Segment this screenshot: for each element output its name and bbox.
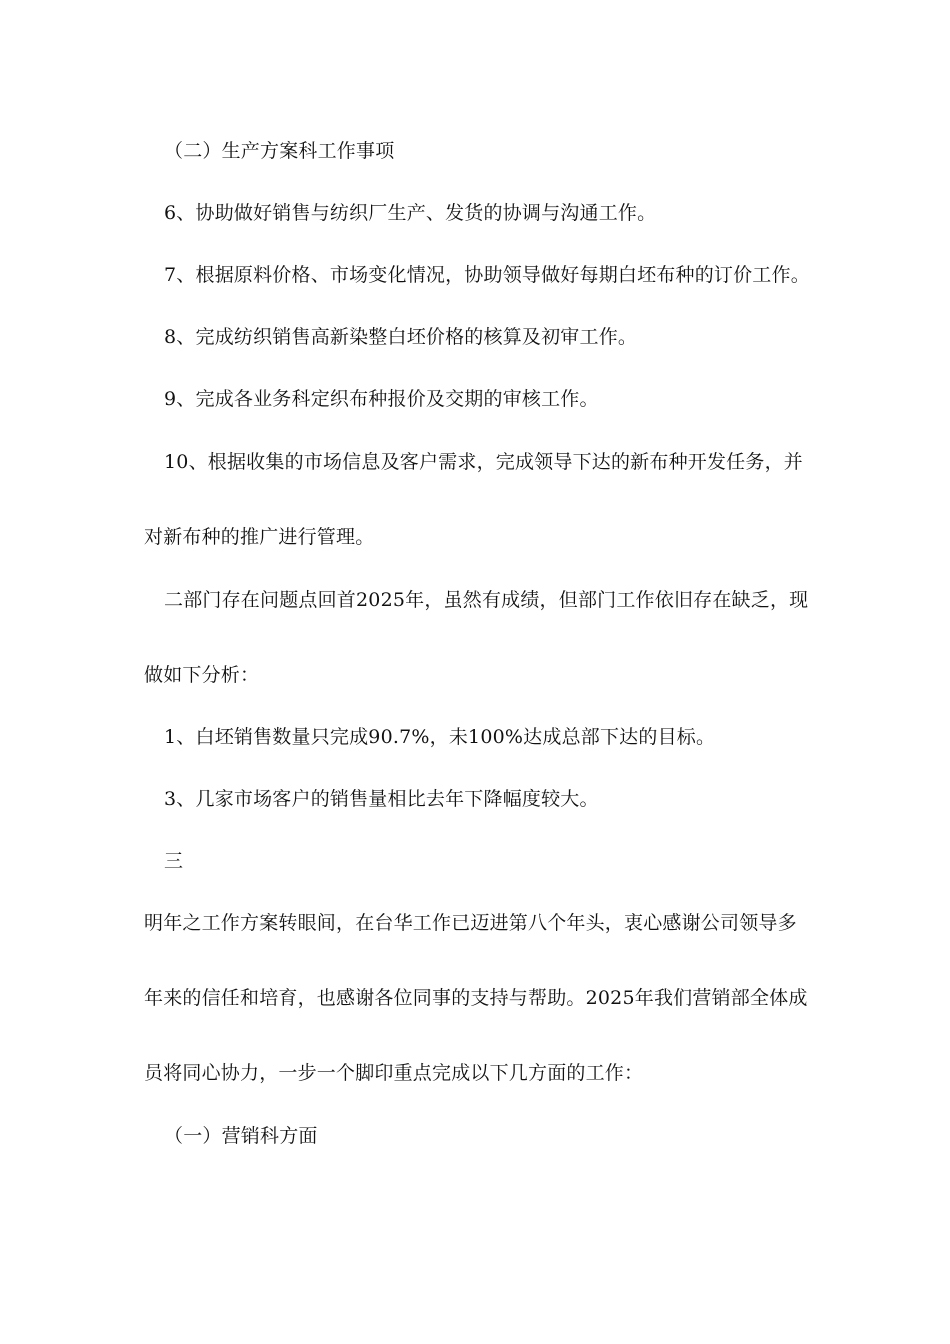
problem-item-3: 3、几家市场客户的销售量相比去年下降幅度较大。	[164, 788, 599, 810]
section-heading-production: （二）生产方案科工作事项	[164, 140, 395, 162]
list-item-7: 7、根据原料价格、市场变化情况，协助领导做好每期白坯布种的订价工作。	[164, 264, 810, 286]
plan-paragraph-line-2: 年来的信任和培育，也感谢各位同事的支持与帮助。2025年我们营销部全体成	[144, 987, 808, 1009]
section-two-paragraph-continuation: 做如下分析：	[144, 664, 260, 686]
list-item-10: 10、根据收集的市场信息及客户需求，完成领导下达的新布种开发任务，并	[164, 451, 803, 473]
list-item-10-continuation: 对新布种的推广进行管理。	[144, 526, 375, 548]
list-item-9: 9、完成各业务科定织布种报价及交期的审核工作。	[164, 388, 599, 410]
section-two-paragraph: 二部门存在问题点回首2025年，虽然有成绩，但部门工作依旧存在缺乏，现	[164, 589, 809, 611]
list-item-6: 6、协助做好销售与纺织厂生产、发货的协调与沟通工作。	[164, 202, 657, 224]
plan-paragraph-line-1: 明年之工作方案转眼间，在台华工作已迈进第八个年头，衷心感谢公司领导多	[144, 912, 797, 934]
list-item-8: 8、完成纺织销售高新染整白坯价格的核算及初审工作。	[164, 326, 638, 348]
section-three-heading: 三	[164, 850, 184, 872]
section-heading-marketing: （一）营销科方面	[164, 1125, 318, 1147]
problem-item-1: 1、白坯销售数量只完成90.7%，未100%达成总部下达的目标。	[164, 726, 716, 748]
plan-paragraph-line-3: 员将同心协力，一步一个脚印重点完成以下几方面的工作：	[144, 1062, 644, 1084]
